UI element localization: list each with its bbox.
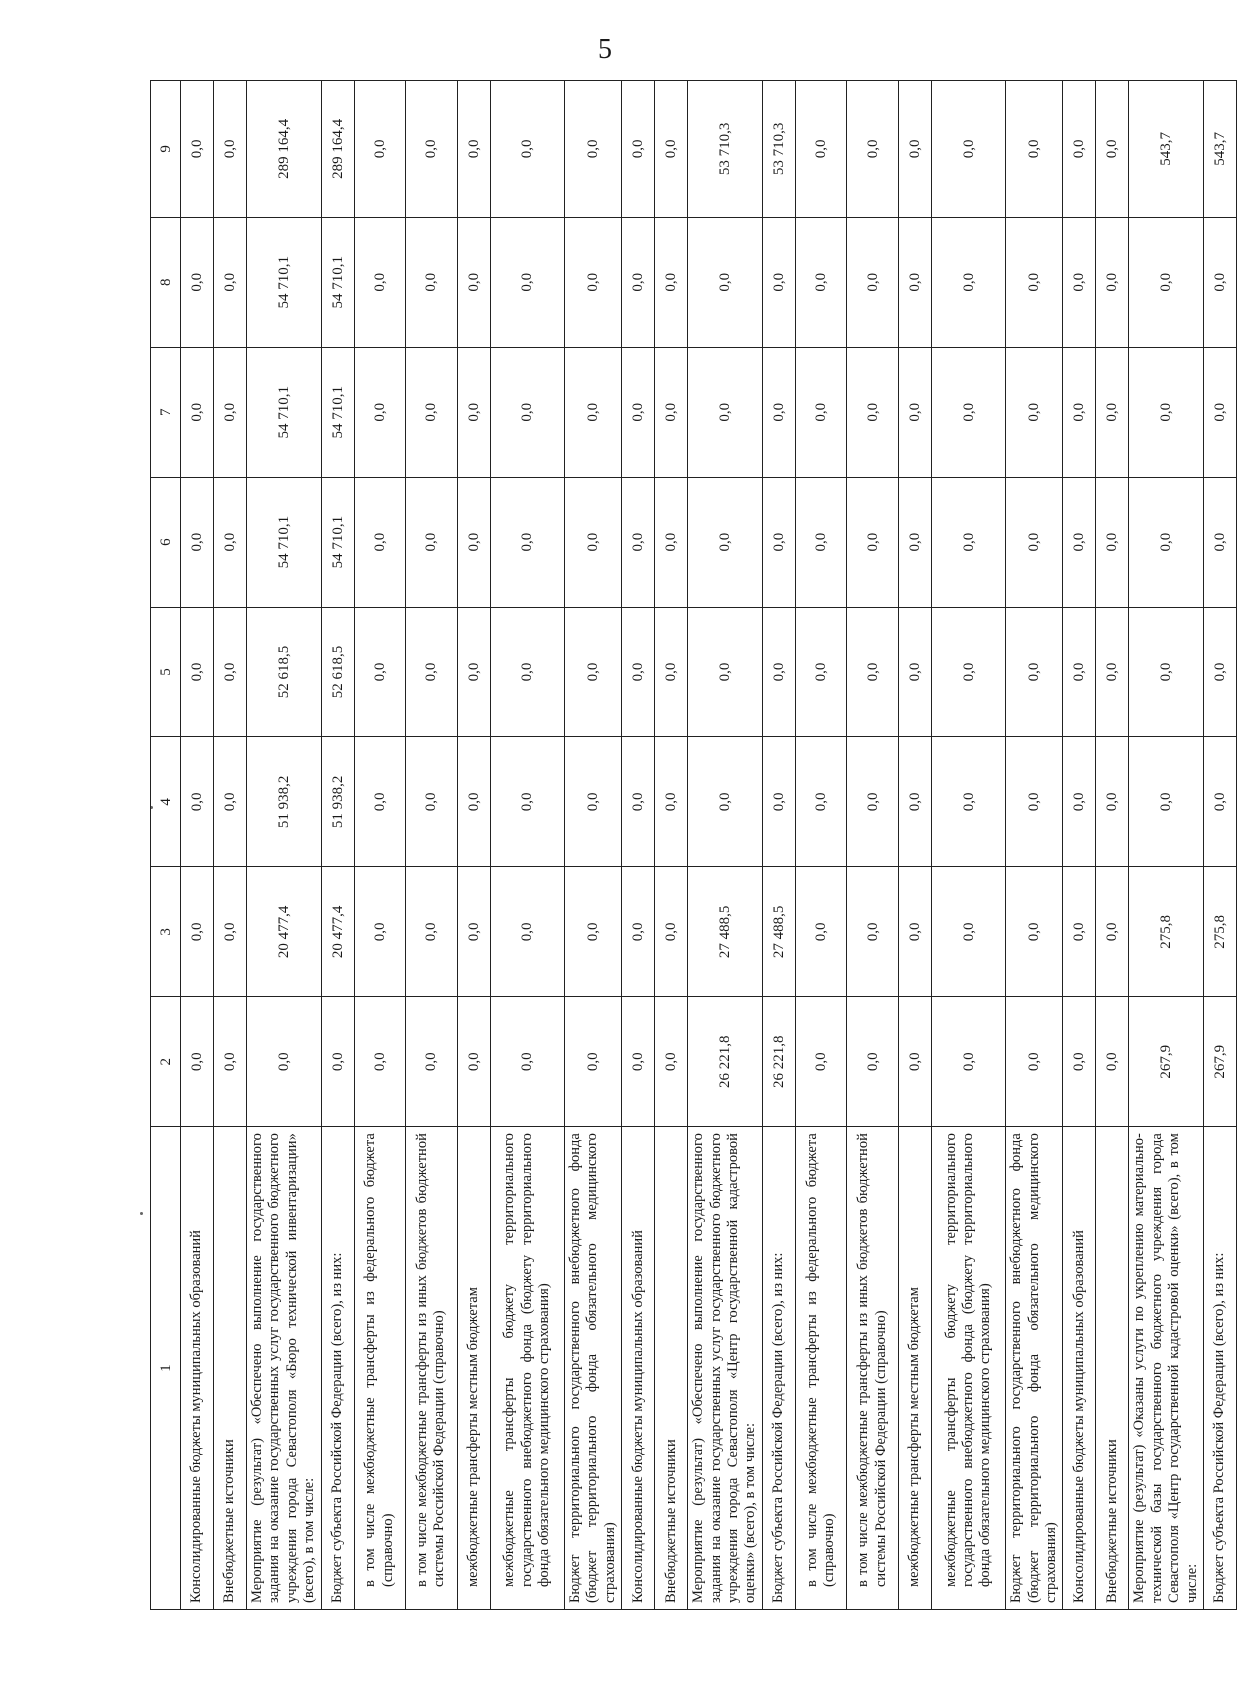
value-cell: 51 938,2	[321, 737, 354, 867]
value-cell: 0,0	[406, 217, 458, 347]
value-cell: 0,0	[795, 867, 847, 997]
table-body	[151, 81, 1237, 1610]
value-cell: 0,0	[1096, 737, 1129, 867]
value-cell: 0,0	[931, 867, 1005, 997]
value-cell: 0,0	[762, 347, 795, 477]
value-cell: 0,0	[847, 607, 899, 737]
value-cell: 0,0	[457, 737, 490, 867]
value-cell: 0,0	[321, 997, 354, 1127]
value-cell: 0,0	[1063, 737, 1096, 867]
table-row	[214, 81, 247, 1610]
value-cell: 0,0	[457, 477, 490, 607]
value-cell: 0,0	[622, 347, 655, 477]
value-cell: 0,0	[1204, 737, 1237, 867]
row-label: в том числе межбюджетные трансферты из иных бюджетов бюджетной системы Российской Федерации (справочно)	[406, 1127, 458, 1610]
value-cell: 0,0	[931, 737, 1005, 867]
value-cell: 0,0	[655, 81, 688, 218]
value-cell: 0,0	[181, 737, 214, 867]
value-cell: 0,0	[898, 81, 931, 218]
value-cell: 0,0	[795, 997, 847, 1127]
value-cell: 0,0	[1096, 477, 1129, 607]
value-cell: 0,0	[1063, 997, 1096, 1127]
table-row	[1006, 81, 1063, 1610]
value-cell: 0,0	[847, 217, 899, 347]
value-cell: 0,0	[688, 737, 763, 867]
value-cell: 0,0	[622, 867, 655, 997]
value-cell: 0,0	[655, 477, 688, 607]
value-cell: 0,0	[795, 477, 847, 607]
value-cell: 0,0	[1006, 347, 1063, 477]
value-cell: 0,0	[655, 217, 688, 347]
value-cell: 26 221,8	[688, 997, 763, 1127]
table-row	[762, 81, 795, 1610]
value-cell: 54 710,1	[321, 347, 354, 477]
value-cell: 0,0	[181, 81, 214, 218]
table-row	[688, 81, 763, 1610]
value-cell: 0,0	[1006, 81, 1063, 218]
table-row	[1063, 81, 1096, 1610]
value-cell: 0,0	[655, 997, 688, 1127]
value-cell: 0,0	[795, 737, 847, 867]
value-cell: 0,0	[214, 997, 247, 1127]
value-cell: 0,0	[181, 607, 214, 737]
value-cell: 0,0	[1063, 867, 1096, 997]
table-row	[1096, 81, 1129, 1610]
value-cell: 0,0	[1204, 477, 1237, 607]
value-cell: 0,0	[655, 867, 688, 997]
column-number-8: 8	[151, 217, 181, 347]
value-cell: 0,0	[1204, 217, 1237, 347]
value-cell: 0,0	[1063, 607, 1096, 737]
table-row	[795, 81, 847, 1610]
value-cell: 0,0	[622, 607, 655, 737]
row-label: Бюджет субъекта Российской Федерации (всего), из них:	[321, 1127, 354, 1610]
value-cell: 0,0	[1063, 477, 1096, 607]
value-cell: 0,0	[1129, 737, 1204, 867]
value-cell: 275,8	[1129, 867, 1204, 997]
value-cell: 0,0	[214, 347, 247, 477]
value-cell: 0,0	[490, 867, 564, 997]
value-cell: 0,0	[622, 217, 655, 347]
value-cell: 0,0	[1006, 607, 1063, 737]
header-row	[151, 81, 181, 1610]
value-cell: 0,0	[565, 867, 622, 997]
table-row	[321, 81, 354, 1610]
value-cell: 0,0	[1129, 217, 1204, 347]
value-cell: 0,0	[1096, 607, 1129, 737]
value-cell: 0,0	[795, 347, 847, 477]
row-label: Внебюджетные источники	[655, 1127, 688, 1610]
value-cell: 0,0	[931, 217, 1005, 347]
value-cell: 0,0	[622, 997, 655, 1127]
value-cell: 51 938,2	[247, 737, 322, 867]
value-cell: 0,0	[214, 867, 247, 997]
value-cell: 0,0	[565, 81, 622, 218]
value-cell: 0,0	[457, 607, 490, 737]
value-cell: 0,0	[181, 997, 214, 1127]
value-cell: 543,7	[1129, 81, 1204, 218]
value-cell: 0,0	[762, 217, 795, 347]
value-cell: 0,0	[898, 997, 931, 1127]
value-cell: 0,0	[1129, 477, 1204, 607]
value-cell: 0,0	[1063, 347, 1096, 477]
value-cell: 0,0	[1063, 217, 1096, 347]
value-cell: 0,0	[847, 997, 899, 1127]
value-cell: 0,0	[181, 217, 214, 347]
row-label: в том числе межбюджетные трансферты из иных бюджетов бюджетной системы Российской Федерации (справочно)	[847, 1127, 899, 1610]
value-cell: 0,0	[1006, 997, 1063, 1127]
value-cell: 53 710,3	[762, 81, 795, 218]
row-label: Внебюджетные источники	[214, 1127, 247, 1610]
value-cell: 0,0	[1006, 217, 1063, 347]
value-cell: 0,0	[795, 217, 847, 347]
table-row	[354, 81, 406, 1610]
value-cell: 0,0	[795, 81, 847, 218]
value-cell: 289 164,4	[321, 81, 354, 218]
value-cell: 0,0	[354, 867, 406, 997]
value-cell: 0,0	[762, 477, 795, 607]
row-label: межбюджетные трансферты бюджету территориального государственного внебюджетного фонда (бюджету территориального фонда обязательного медицинского страхования)	[490, 1127, 564, 1610]
value-cell: 0,0	[406, 81, 458, 218]
value-cell: 54 710,1	[247, 217, 322, 347]
value-cell: 0,0	[457, 867, 490, 997]
value-cell: 0,0	[354, 81, 406, 218]
value-cell: 289 164,4	[247, 81, 322, 218]
value-cell: 275,8	[1204, 867, 1237, 997]
value-cell: 0,0	[898, 867, 931, 997]
value-cell: 0,0	[214, 737, 247, 867]
value-cell: 0,0	[688, 607, 763, 737]
table-row	[565, 81, 622, 1610]
column-number-7: 7	[151, 347, 181, 477]
value-cell: 0,0	[1096, 997, 1129, 1127]
value-cell: 0,0	[847, 737, 899, 867]
table-row	[406, 81, 458, 1610]
value-cell: 0,0	[931, 607, 1005, 737]
value-cell: 0,0	[490, 477, 564, 607]
value-cell: 0,0	[406, 997, 458, 1127]
value-cell: 0,0	[354, 607, 406, 737]
value-cell: 0,0	[490, 607, 564, 737]
table-row	[1204, 81, 1237, 1610]
value-cell: 0,0	[565, 997, 622, 1127]
row-label: Консолидированные бюджеты муниципальных образований	[181, 1127, 214, 1610]
table-row	[490, 81, 564, 1610]
value-cell: 0,0	[490, 737, 564, 867]
table-container	[150, 80, 1228, 1610]
value-cell: 0,0	[1096, 81, 1129, 218]
value-cell: 0,0	[898, 347, 931, 477]
value-cell: 0,0	[406, 347, 458, 477]
value-cell: 267,9	[1204, 997, 1237, 1127]
value-cell: 0,0	[1006, 477, 1063, 607]
value-cell: 0,0	[181, 477, 214, 607]
value-cell: 0,0	[1204, 607, 1237, 737]
value-cell: 0,0	[655, 607, 688, 737]
row-label: Мероприятие (результат) «Обеспечено выполнение государственного задания на оказание государственных услуг государственного бюджетного учреждения города Севастополя «Центр государственной кадастровой оценки» (всего), в том числе:	[688, 1127, 763, 1610]
value-cell: 0,0	[655, 737, 688, 867]
column-number-2: 2	[151, 997, 181, 1127]
value-cell: 0,0	[847, 867, 899, 997]
value-cell: 0,0	[847, 347, 899, 477]
value-cell: 20 477,4	[247, 867, 322, 997]
column-number-6: 6	[151, 477, 181, 607]
table-row	[898, 81, 931, 1610]
value-cell: 0,0	[490, 997, 564, 1127]
row-label: в том числе межбюджетные трансферты из федерального бюджета (справочно)	[354, 1127, 406, 1610]
rotated-table-frame	[150, 80, 1228, 1610]
value-cell: 27 488,5	[688, 867, 763, 997]
page-number: 5	[598, 34, 612, 65]
row-label: Внебюджетные источники	[1096, 1127, 1129, 1610]
value-cell: 0,0	[1129, 347, 1204, 477]
value-cell: 0,0	[1006, 737, 1063, 867]
value-cell: 0,0	[406, 737, 458, 867]
value-cell: 0,0	[354, 477, 406, 607]
value-cell: 0,0	[354, 347, 406, 477]
value-cell: 0,0	[1006, 867, 1063, 997]
value-cell: 0,0	[622, 477, 655, 607]
value-cell: 0,0	[688, 477, 763, 607]
row-label: Консолидированные бюджеты муниципальных образований	[1063, 1127, 1096, 1610]
value-cell: 0,0	[490, 217, 564, 347]
row-label: межбюджетные трансферты бюджету территориального государственного внебюджетного фонда (бюджету территориального фонда обязательного медицинского страхования)	[931, 1127, 1005, 1610]
value-cell: 0,0	[565, 607, 622, 737]
value-cell: 0,0	[898, 477, 931, 607]
value-cell: 0,0	[688, 217, 763, 347]
value-cell: 52 618,5	[247, 607, 322, 737]
value-cell: 0,0	[898, 217, 931, 347]
row-label: Бюджет субъекта Российской Федерации (всего), из них:	[762, 1127, 795, 1610]
value-cell: 0,0	[457, 81, 490, 218]
column-number-9: 9	[151, 81, 181, 218]
value-cell: 0,0	[762, 737, 795, 867]
value-cell: 0,0	[1096, 347, 1129, 477]
value-cell: 0,0	[931, 477, 1005, 607]
value-cell: 0,0	[1096, 867, 1129, 997]
value-cell: 0,0	[457, 217, 490, 347]
table-row	[931, 81, 1005, 1610]
value-cell: 0,0	[214, 477, 247, 607]
value-cell: 0,0	[1096, 217, 1129, 347]
column-number-1: 1	[151, 1127, 181, 1610]
value-cell: 0,0	[655, 347, 688, 477]
value-cell: 54 710,1	[247, 477, 322, 607]
value-cell: 54 710,1	[247, 347, 322, 477]
table-row	[247, 81, 322, 1610]
value-cell: 0,0	[565, 737, 622, 867]
value-cell: 0,0	[490, 347, 564, 477]
value-cell: 0,0	[931, 347, 1005, 477]
value-cell: 0,0	[1204, 347, 1237, 477]
value-cell: 52 618,5	[321, 607, 354, 737]
value-cell: 0,0	[1129, 607, 1204, 737]
value-cell: 0,0	[622, 737, 655, 867]
value-cell: 0,0	[214, 217, 247, 347]
value-cell: 53 710,3	[688, 81, 763, 218]
row-label: в том числе межбюджетные трансферты из федерального бюджета (справочно)	[795, 1127, 847, 1610]
value-cell: 26 221,8	[762, 997, 795, 1127]
scan-speck	[140, 1212, 143, 1215]
value-cell: 0,0	[354, 737, 406, 867]
table-row	[1129, 81, 1204, 1610]
value-cell: 0,0	[490, 81, 564, 218]
row-label: Мероприятие (результат) «Оказаны услуги по укреплению материально-технической базы государственного бюджетного учреждения города Севастополя «Центр государственной кадастровой оценки» (всего), в том числе:	[1129, 1127, 1204, 1610]
column-number-3: 3	[151, 867, 181, 997]
value-cell: 0,0	[181, 347, 214, 477]
value-cell: 0,0	[898, 737, 931, 867]
column-number-5: 5	[151, 607, 181, 737]
value-cell: 0,0	[565, 217, 622, 347]
column-number-4: 4	[151, 737, 181, 867]
value-cell: 0,0	[931, 81, 1005, 218]
value-cell: 54 710,1	[321, 217, 354, 347]
value-cell: 0,0	[847, 477, 899, 607]
value-cell: 0,0	[898, 607, 931, 737]
table-row	[655, 81, 688, 1610]
value-cell: 20 477,4	[321, 867, 354, 997]
value-cell: 0,0	[762, 607, 795, 737]
row-label: межбюджетные трансферты местным бюджетам	[898, 1127, 931, 1610]
value-cell: 0,0	[247, 997, 322, 1127]
value-cell: 0,0	[688, 347, 763, 477]
table-row	[457, 81, 490, 1610]
row-label: межбюджетные трансферты местным бюджетам	[457, 1127, 490, 1610]
row-label: Мероприятие (результат) «Обеспечено выполнение государственного задания на оказание государственных услуг государственного бюджетного учреждения города Севастополя «Бюро технической инвентаризации» (всего), в том числе:	[247, 1127, 322, 1610]
value-cell: 0,0	[795, 607, 847, 737]
value-cell: 0,0	[354, 997, 406, 1127]
row-label: Бюджет субъекта Российской Федерации (всего), из них:	[1204, 1127, 1237, 1610]
value-cell: 0,0	[406, 607, 458, 737]
table-row	[847, 81, 899, 1610]
value-cell: 0,0	[1063, 81, 1096, 218]
value-cell: 0,0	[214, 81, 247, 218]
value-cell: 0,0	[214, 607, 247, 737]
value-cell: 0,0	[565, 477, 622, 607]
value-cell: 0,0	[847, 81, 899, 218]
value-cell: 27 488,5	[762, 867, 795, 997]
value-cell: 0,0	[354, 217, 406, 347]
value-cell: 0,0	[565, 347, 622, 477]
value-cell: 0,0	[406, 477, 458, 607]
row-label: Консолидированные бюджеты муниципальных образований	[622, 1127, 655, 1610]
table-row	[181, 81, 214, 1610]
row-label: Бюджет территориального государственного внебюджетного фонда (бюджет территориального фонда обязательного медицинского страхования)	[1006, 1127, 1063, 1610]
value-cell: 0,0	[622, 81, 655, 218]
value-cell: 0,0	[181, 867, 214, 997]
value-cell: 54 710,1	[321, 477, 354, 607]
value-cell: 267,9	[1129, 997, 1204, 1127]
row-label: Бюджет территориального государственного внебюджетного фонда (бюджет территориального фонда обязательного медицинского страхования)	[565, 1127, 622, 1610]
value-cell: 0,0	[931, 997, 1005, 1127]
value-cell: 0,0	[406, 867, 458, 997]
value-cell: 543,7	[1204, 81, 1237, 218]
budget-table	[150, 80, 1237, 1610]
value-cell: 0,0	[457, 997, 490, 1127]
value-cell: 0,0	[457, 347, 490, 477]
table-row	[622, 81, 655, 1610]
